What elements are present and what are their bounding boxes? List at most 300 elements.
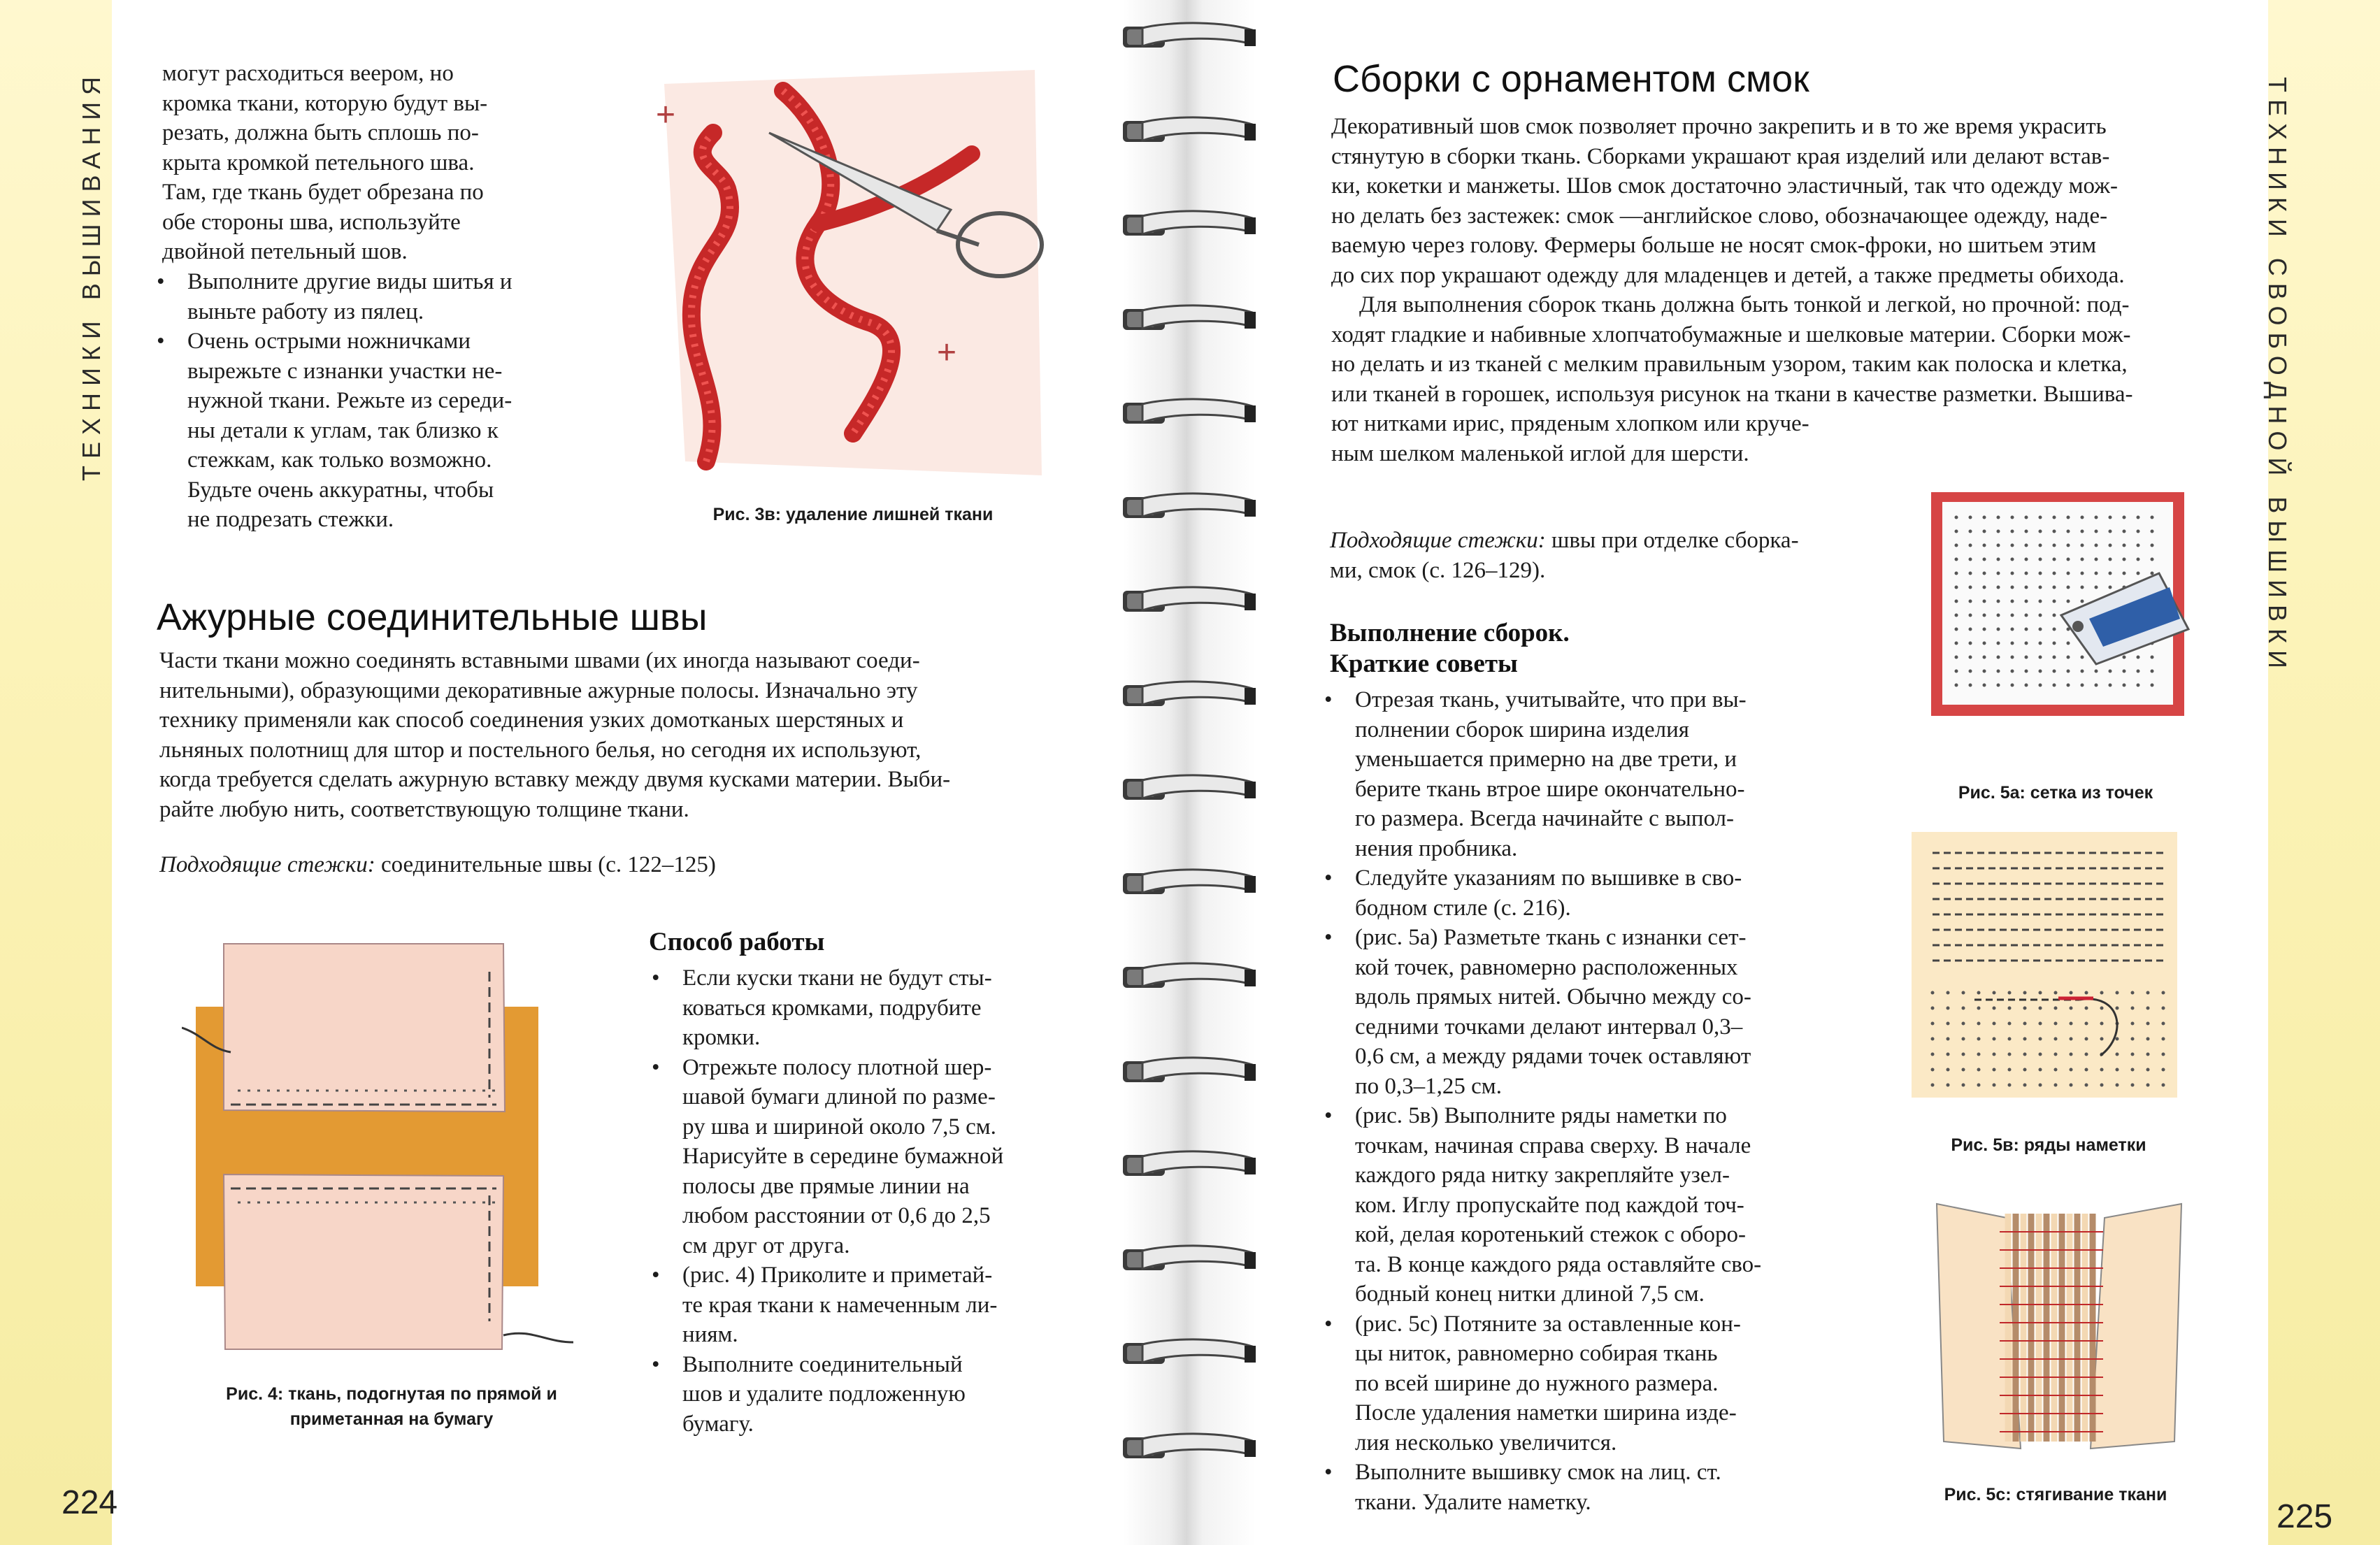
bullet-line: • Выполните другие виды шитья и <box>187 269 512 294</box>
grid-dot <box>2123 656 2126 659</box>
grid-dot <box>2109 558 2112 561</box>
bullet-line: кой, делая коротенький стежок с оборо- <box>1355 1222 1746 1247</box>
grid-dot <box>1983 656 1986 659</box>
text-line <box>1330 526 1861 556</box>
grid-dot <box>2109 544 2112 547</box>
grid-dot <box>2151 558 2154 561</box>
grid-dot <box>2095 586 2098 589</box>
grid-dot <box>1997 642 2000 645</box>
grid-dot <box>2023 1068 2027 1072</box>
grid-dot <box>1997 572 2000 575</box>
grid-dot <box>2053 544 2056 547</box>
grid-dot <box>2085 1007 2088 1010</box>
grid-dot <box>2162 1007 2165 1010</box>
left-suitable-stitches <box>159 850 859 880</box>
grid-dot <box>2011 516 2014 519</box>
right-heading: Сборки с орнаментом смок <box>1333 58 1809 100</box>
grid-dot <box>2070 991 2073 995</box>
grid-dot <box>2109 586 2112 589</box>
grid-dot <box>2023 1053 2027 1056</box>
grid-dot <box>2100 1022 2104 1026</box>
bullet-line: бумагу. <box>682 1411 754 1437</box>
grid-dot <box>2146 1022 2150 1026</box>
grid-dot <box>2123 530 2126 533</box>
grid-dot <box>1955 670 1958 673</box>
grid-dot <box>2109 572 2112 575</box>
grid-dot <box>1955 614 1958 617</box>
grid-dot <box>2053 586 2056 589</box>
binding-ring <box>1121 680 1259 712</box>
grid-dot <box>2039 628 2042 631</box>
bullet-line: нужной ткани. Режьте из середи- <box>187 388 512 413</box>
grid-dot <box>2025 614 2028 617</box>
grid-dot <box>2025 558 2028 561</box>
bullet-line: ком. Иглу пропускайте под каждой точ- <box>1355 1192 1744 1218</box>
grid-dot <box>1969 628 1972 631</box>
grid-dot <box>2039 1084 2042 1087</box>
method-heading: Способ работы <box>649 928 825 956</box>
grid-dot <box>2053 530 2056 533</box>
text-line: технику применяли как способ соединения узких домотканых шерстяных и <box>159 707 904 733</box>
grid-dot <box>2039 558 2042 561</box>
grid-dot <box>2123 670 2126 673</box>
grid-dot <box>1983 586 1986 589</box>
binding-ring <box>1121 115 1259 148</box>
grid-dot <box>2039 1037 2042 1041</box>
binding-ring <box>1121 209 1259 241</box>
grid-dot <box>1962 1022 1965 1026</box>
grid-dot <box>2085 1037 2088 1041</box>
right-page-number: 225 <box>2277 1498 2333 1535</box>
grid-dot <box>2054 1084 2058 1087</box>
grid-dot <box>1955 656 1958 659</box>
bullet-line: После удаления наметки ширина изде- <box>1355 1400 1737 1425</box>
grid-dot <box>1997 614 2000 617</box>
grid-dot <box>2137 670 2140 673</box>
text-line: когда требуется сделать ажурную вставку между двумя кусками материи. Выби- <box>159 767 951 792</box>
grid-dot <box>1962 1037 1965 1041</box>
bullet-line: бодный конец нитки длиной 7,5 см. <box>1355 1281 1705 1307</box>
grid-dot <box>2011 586 2014 589</box>
grid-dot <box>2039 670 2042 673</box>
grid-dot <box>2067 572 2070 575</box>
tip-bullet-item <box>1321 685 1867 863</box>
grid-dot <box>1931 1068 1935 1072</box>
grid-dot <box>1931 1022 1935 1026</box>
binding-ring <box>1121 868 1259 900</box>
text-line: стянутую в сборки ткань. Сборками украшают края изделий или делают встав- <box>1331 143 2110 169</box>
binding-ring <box>1121 303 1259 336</box>
grid-dot <box>2109 670 2112 673</box>
binding-ring <box>1121 397 1259 429</box>
grid-dot <box>1931 1084 1935 1087</box>
bullet-line: кромки. <box>682 1025 761 1050</box>
bullet-line: не подрезать стежки. <box>187 507 394 532</box>
grid-dot <box>2116 1037 2119 1041</box>
text-line: Там, где ткань будет обрезана по <box>162 180 484 205</box>
bullet-line: полосы две прямые линии на <box>682 1173 970 1199</box>
bullet-line: выньте работу из пялец. <box>187 299 424 324</box>
bullet-line: шов и удалите подложенную <box>682 1381 966 1407</box>
grid-dot <box>1983 684 1986 687</box>
grid-dot <box>1947 1022 1950 1026</box>
grid-dot <box>1983 628 1986 631</box>
fig4-illustration <box>182 930 587 1363</box>
grid-dot <box>2008 1037 2012 1041</box>
grid-dot <box>1969 642 1972 645</box>
grid-dot <box>2081 600 2084 603</box>
grid-dot <box>2039 1007 2042 1010</box>
bullet-line: вырежьте с изнанки участки не- <box>187 358 503 384</box>
grid-dot <box>2067 558 2070 561</box>
left-intro-bullets <box>154 267 601 535</box>
tip-bullet-item <box>1321 863 1867 923</box>
right-suitable-label: Подходящие стежки: <box>1330 528 1546 553</box>
grid-dot <box>2162 1068 2165 1072</box>
grid-dot <box>2137 530 2140 533</box>
grid-dot <box>1969 670 1972 673</box>
grid-dot <box>2100 1084 2104 1087</box>
bullet-line: • Выполните соединительный <box>682 1351 963 1377</box>
grid-dot <box>2039 684 2042 687</box>
grid-dot <box>1947 991 1950 995</box>
grid-dot <box>2053 572 2056 575</box>
text-line: обе стороны шва, используйте <box>162 209 461 235</box>
grid-dot <box>2070 1053 2073 1056</box>
grid-dot <box>2039 656 2042 659</box>
grid-dot <box>1969 600 1972 603</box>
bullet-line: • (рис. 5а) Разметьте ткань с изнанки сет- <box>1355 925 1747 950</box>
bullet-line: шавой бумаги длиной по разме- <box>682 1084 996 1109</box>
grid-dot <box>2081 586 2084 589</box>
grid-dot <box>2039 516 2042 519</box>
svg-text:+: + <box>656 96 676 134</box>
grid-dot <box>2053 670 2056 673</box>
bullet-line: каждого ряда нитку закрепляйте узел- <box>1355 1163 1730 1188</box>
bullet-line: ру шва и шириной около 7,5 см. <box>682 1114 996 1140</box>
grid-dot <box>2131 1084 2135 1087</box>
text-line: но делать без застежек: смок —английское слово, обозначающее одежду, наде- <box>1331 203 2108 229</box>
grid-dot <box>1993 1068 1996 1072</box>
grid-dot <box>1997 530 2000 533</box>
text-line: но делать и из тканей с мелким правильным узором, таким как полоска и клетка, <box>1331 352 2128 377</box>
grid-dot <box>2053 642 2056 645</box>
grid-dot <box>2100 1007 2104 1010</box>
grid-dot <box>2131 1007 2135 1010</box>
tip-bullet-item <box>1321 1458 1867 1517</box>
bullet-line: ниям. <box>682 1322 738 1347</box>
grid-dot <box>2025 572 2028 575</box>
bullet-line: те края ткани к намеченным ли- <box>682 1292 998 1318</box>
grid-dot <box>1983 614 1986 617</box>
grid-dot <box>2109 516 2112 519</box>
grid-dot <box>2162 1037 2165 1041</box>
bullet-line: ны детали к углам, так близко к <box>187 417 499 443</box>
grid-dot <box>2131 1037 2135 1041</box>
bullet-line: Будьте очень аккуратны, чтобы <box>187 477 494 503</box>
grid-dot <box>1969 614 1972 617</box>
grid-dot <box>2023 1037 2027 1041</box>
grid-dot <box>1997 544 2000 547</box>
grid-dot <box>1955 530 1958 533</box>
right-suitable-text: швы при отделке сборка- <box>1545 528 1799 553</box>
bullet-line: го размера. Всегда начинайте с выпол- <box>1355 806 1735 831</box>
grid-dot <box>1969 558 1972 561</box>
grid-dot <box>2095 544 2098 547</box>
text-line: Декоративный шов смок позволяет прочно закрепить и в то же время украсить <box>1331 114 2107 139</box>
grid-dot <box>2123 516 2126 519</box>
fig5c-caption: Рис. 5с: стягивание ткани <box>1944 1485 2167 1504</box>
caption-line: Рис. 4: ткань, подогнутая по прямой и <box>226 1384 557 1404</box>
grid-dot <box>1977 1068 1981 1072</box>
text-line: до сих пор украшают одежду для младенцев и детей, а также предметы обихода. <box>1331 262 2125 288</box>
grid-dot <box>1955 516 1958 519</box>
grid-dot <box>2146 1084 2150 1087</box>
binding-ring <box>1121 1149 1259 1181</box>
bullet-line: лия несколько увеличится. <box>1355 1430 1617 1456</box>
grid-dot <box>2053 600 2056 603</box>
grid-dot <box>2039 642 2042 645</box>
grid-dot <box>2025 656 2028 659</box>
left-intro-text <box>162 59 596 267</box>
grid-dot <box>2162 1022 2165 1026</box>
grid-dot <box>2070 1007 2073 1010</box>
grid-dot <box>2011 670 2014 673</box>
grid-dot <box>2054 1022 2058 1026</box>
grid-dot <box>1962 1053 1965 1056</box>
grid-dot <box>2131 1053 2135 1056</box>
grid-dot <box>1931 1053 1935 1056</box>
binding-ring <box>1121 1056 1259 1088</box>
grid-dot <box>1955 558 1958 561</box>
grid-dot <box>2116 991 2119 995</box>
grid-dot <box>2131 1022 2135 1026</box>
grid-dot <box>1969 544 1972 547</box>
text-line: нительными), образующими декоративные ажурные полосы. Изначально эту <box>159 677 918 703</box>
grid-dot <box>2023 1084 2027 1087</box>
grid-dot <box>2011 628 2014 631</box>
grid-dot <box>2123 558 2126 561</box>
text-line: двойной петельный шов. <box>162 239 408 264</box>
bullet-line: • Выполните вышивку смок на лиц. ст. <box>1355 1460 1721 1485</box>
grid-dot <box>2123 572 2126 575</box>
grid-dot <box>1955 684 1958 687</box>
grid-dot <box>2137 558 2140 561</box>
grid-dot <box>2081 684 2084 687</box>
grid-dot <box>2025 586 2028 589</box>
grid-dot <box>2085 1084 2088 1087</box>
bullet-line: • Следуйте указаниям по вышивке в сво- <box>1355 865 1742 891</box>
grid-dot <box>1983 572 1986 575</box>
grid-dot <box>1955 586 1958 589</box>
grid-dot <box>1993 1037 1996 1041</box>
grid-dot <box>1947 1007 1950 1010</box>
grid-dot <box>2070 1037 2073 1041</box>
grid-dot <box>2100 1037 2104 1041</box>
grid-dot <box>2137 684 2140 687</box>
bullet-line: седними точками делают интервал 0,3– <box>1355 1014 1743 1040</box>
grid-dot <box>1955 600 1958 603</box>
grid-dot <box>1983 600 1986 603</box>
left-suitable-text: соединительные швы (с. 122–125) <box>375 852 716 877</box>
heading-line: Краткие советы <box>1330 649 1518 678</box>
grid-dot <box>2123 684 2126 687</box>
grid-dot <box>1977 1022 1981 1026</box>
text-line: райте любую нить, соответствующую толщине ткани. <box>159 796 689 822</box>
bullet-line: ткани. Удалите наметку. <box>1355 1489 1591 1515</box>
grid-dot <box>2146 1068 2150 1072</box>
grid-dot <box>2081 572 2084 575</box>
grid-dot <box>1997 516 2000 519</box>
grid-dot <box>1977 1053 1981 1056</box>
svg-text:+: + <box>937 334 957 371</box>
bullet-line: уменьшается примерно на две трети, и <box>1355 747 1737 772</box>
grid-dot <box>2054 1068 2058 1072</box>
grid-dot <box>2011 530 2014 533</box>
fig5a-caption: Рис. 5а: сетка из точек <box>1958 783 2153 803</box>
grid-dot <box>2085 991 2088 995</box>
grid-dot <box>2081 670 2084 673</box>
grid-dot <box>2011 614 2014 617</box>
binding-ring <box>1121 585 1259 617</box>
grid-dot <box>2023 1022 2027 1026</box>
caption-line: приметанная на бумагу <box>289 1409 494 1429</box>
grid-dot <box>2053 614 2056 617</box>
grid-dot <box>1997 670 2000 673</box>
grid-dot <box>1997 628 2000 631</box>
binding-ring <box>1121 1244 1259 1276</box>
grid-dot <box>1955 628 1958 631</box>
grid-dot <box>1983 670 1986 673</box>
binding-ring <box>1121 1432 1259 1464</box>
grid-dot <box>2054 1037 2058 1041</box>
grid-dot <box>1983 530 1986 533</box>
bullet-line: по 0,3–1,25 см. <box>1355 1073 1502 1099</box>
text-line: или тканей в горошек, используя рисунок на ткани в качестве разметки. Вышива- <box>1331 381 2133 407</box>
grid-dot <box>2039 544 2042 547</box>
right-suitable-stitches <box>1330 526 1861 585</box>
grid-dot <box>1969 684 1972 687</box>
grid-dot <box>1962 991 1965 995</box>
grid-dot <box>2137 656 2140 659</box>
fig3-caption: Рис. 3в: удаление лишней ткани <box>712 505 994 524</box>
grid-dot <box>2081 656 2084 659</box>
bullet-line: • (рис. 5в) Выполните ряды наметки по <box>1355 1103 1727 1128</box>
grid-dot <box>2085 1022 2088 1026</box>
binding-ring <box>1121 773 1259 805</box>
bullet-line: • Очень острыми ножничками <box>187 329 471 354</box>
grid-dot <box>2123 544 2126 547</box>
intro-bullet-item <box>154 267 601 326</box>
grid-dot <box>2146 1007 2150 1010</box>
method-bullet-item <box>649 1350 1082 1439</box>
fig5b-caption: Рис. 5в: ряды наметки <box>1951 1135 2146 1155</box>
grid-dot <box>2025 600 2028 603</box>
method-bullet-item <box>649 963 1082 1053</box>
grid-dot <box>2162 991 2165 995</box>
right-intro-text <box>1331 112 2240 468</box>
grid-dot <box>2151 544 2154 547</box>
grid-dot <box>2151 530 2154 533</box>
grid-dot <box>1993 1022 1996 1026</box>
grid-dot <box>1977 1084 1981 1087</box>
grid-dot <box>1947 1053 1950 1056</box>
binding-ring <box>1121 1337 1259 1370</box>
fig4-caption <box>182 1381 601 1432</box>
tips-bullets <box>1321 685 1867 1517</box>
grid-dot <box>2053 516 2056 519</box>
grid-dot <box>2067 544 2070 547</box>
grid-dot <box>2095 572 2098 575</box>
grid-dot <box>1993 991 1996 995</box>
text-line: Для выполнения сборок ткань должна быть тонкой и легкой, но прочной: под- <box>1359 292 2130 317</box>
grid-dot <box>2067 530 2070 533</box>
grid-dot <box>2011 572 2014 575</box>
grid-dot <box>2011 656 2014 659</box>
text-line: ходят гладкие и набивные хлопчатобумажные и шелковые материи. Сборки мож- <box>1331 322 2131 347</box>
bullet-line: • Отрежьте полосу плотной шер- <box>682 1054 992 1080</box>
grid-dot <box>1983 516 1986 519</box>
grid-dot <box>2151 656 2154 659</box>
grid-dot <box>2095 670 2098 673</box>
left-suitable-label: Подходящие стежки: <box>159 852 375 877</box>
grid-dot <box>2116 1007 2119 1010</box>
grid-dot <box>2053 558 2056 561</box>
grid-dot <box>2039 572 2042 575</box>
grid-dot <box>2146 991 2150 995</box>
grid-dot <box>1931 1037 1935 1041</box>
grid-dot <box>2081 530 2084 533</box>
grid-dot <box>1969 516 1972 519</box>
grid-dot <box>2085 1068 2088 1072</box>
grid-dot <box>2067 656 2070 659</box>
text-line: крыта кромкой петельного шва. <box>162 150 475 175</box>
grid-dot <box>2067 516 2070 519</box>
grid-dot <box>1997 558 2000 561</box>
text-line: ки, кокетки и манжеты. Шов смок достаточно эластичный, так что одежду мож- <box>1331 173 2118 199</box>
grid-dot <box>2025 642 2028 645</box>
grid-dot <box>2039 991 2042 995</box>
grid-dot <box>2067 642 2070 645</box>
grid-dot <box>1962 1084 1965 1087</box>
grid-dot <box>1983 544 1986 547</box>
tip-bullet-item <box>1321 1101 1867 1309</box>
grid-dot <box>2039 600 2042 603</box>
tip-bullet-item <box>1321 923 1867 1101</box>
grid-dot <box>2151 684 2154 687</box>
bullet-line: • Отрезая ткань, учитывайте, что при вы- <box>1355 687 1747 712</box>
grid-dot <box>2109 530 2112 533</box>
grid-dot <box>2137 572 2140 575</box>
bullet-line: полнении сборок ширина изделия <box>1355 717 1689 742</box>
grid-dot <box>1977 991 1981 995</box>
grid-dot <box>2008 1007 2012 1010</box>
grid-dot <box>1969 530 1972 533</box>
text-line: могут расходиться веером, но <box>162 61 454 86</box>
binding-ring <box>1121 21 1259 53</box>
grid-dot <box>2025 684 2028 687</box>
binding-ring <box>1121 491 1259 524</box>
grid-dot <box>2054 1053 2058 1056</box>
grid-dot <box>2067 684 2070 687</box>
grid-dot <box>2039 586 2042 589</box>
bullet-line: • (рис. 5с) Потяните за оставленные кон- <box>1355 1311 1741 1337</box>
grid-dot <box>2070 1022 2073 1026</box>
grid-dot <box>1997 684 2000 687</box>
grid-dot <box>2054 1007 2058 1010</box>
grid-dot <box>2116 1053 2119 1056</box>
text-line: льняных полотнищ для штор и постельного белья, но сегодня их используют, <box>159 737 922 763</box>
